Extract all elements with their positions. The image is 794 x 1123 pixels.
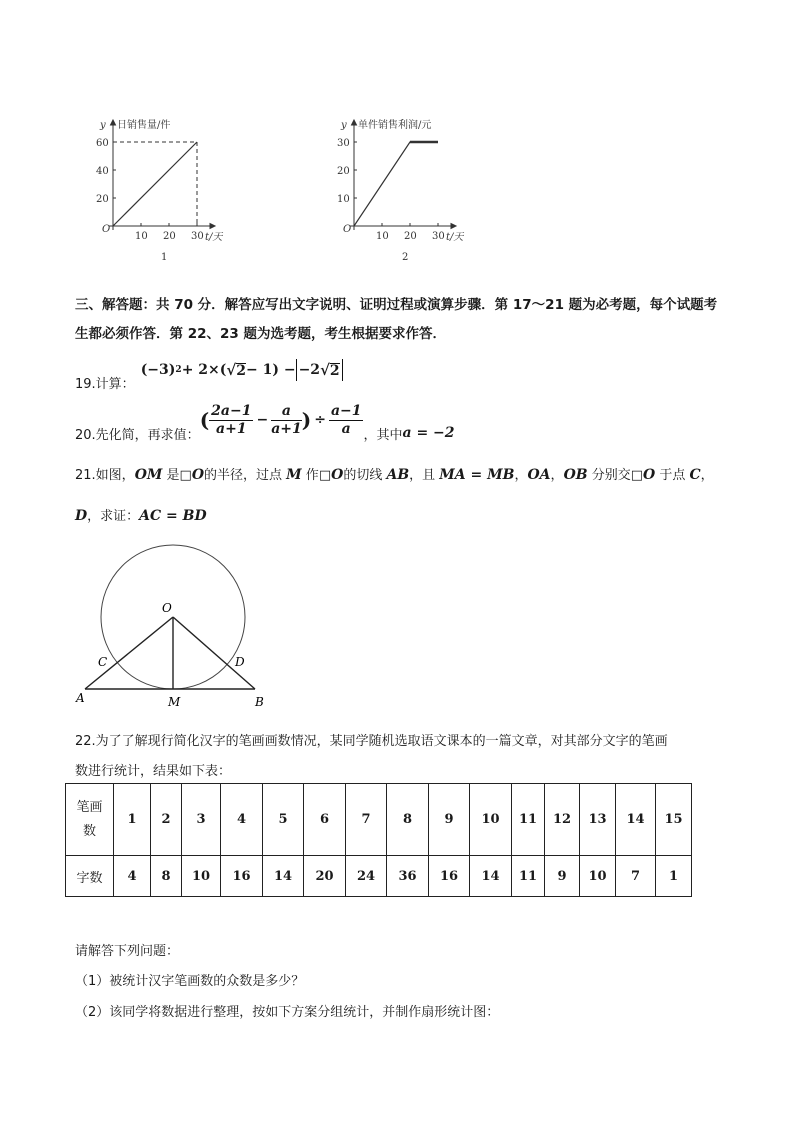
- count-cell: 16: [221, 856, 263, 897]
- label-d: D: [235, 655, 245, 669]
- count-cell: 1: [656, 856, 692, 897]
- y-tick-label: 60: [96, 138, 109, 149]
- y-axis-letter: y: [341, 120, 347, 131]
- x-axis-label: t/天: [446, 232, 464, 243]
- y-axis-arrow: [111, 120, 116, 125]
- x-axis-arrow: [451, 224, 456, 229]
- stroke-cell: 8: [387, 784, 429, 856]
- label-a: A: [76, 691, 85, 705]
- fraction-1: $\frac{2a-1}{a+1}$: [211, 402, 252, 437]
- question-22-line1: 22.为了了解现行简化汉字的笔画画数情况，某同学随机选取语文课本的一篇文章，对其部分文字的笔画: [75, 734, 668, 749]
- sqrt-2: √ 2: [226, 361, 246, 379]
- stroke-cell: 3: [182, 784, 221, 856]
- origin-label: O: [102, 224, 111, 235]
- table-row-counts: [66, 856, 692, 897]
- y-tick-label: 30: [337, 138, 350, 149]
- header-counts: 字数: [66, 856, 114, 897]
- count-cell: 4: [114, 856, 151, 897]
- y-tick-label: 40: [96, 166, 109, 177]
- label-o: O: [162, 601, 172, 615]
- stroke-cell: 1: [114, 784, 151, 856]
- origin-label: O: [343, 224, 352, 235]
- section3-line1: 三、解答题：共 70 分．解答应写出文字说明、证明过程或演算步骤．第 17～21 题为必考题，每个试题考: [75, 297, 718, 313]
- x-axis-arrow: [210, 224, 215, 229]
- x-tick-label: 20: [163, 231, 176, 242]
- x-tick-label: 20: [404, 231, 417, 242]
- series-line: [354, 142, 438, 226]
- stroke-cell: 10: [470, 784, 512, 856]
- label-m: M: [168, 695, 181, 709]
- stroke-cell: 2: [151, 784, 182, 856]
- question-21-line2: D，求证：AC = BD: [75, 508, 207, 524]
- count-cell: 14: [470, 856, 512, 897]
- count-cell: 10: [182, 856, 221, 897]
- q22-sub2: （2）该同学将数据进行整理，按如下方案分组统计，并制作扇形统计图：: [75, 1005, 500, 1020]
- x-tick-label: 10: [135, 231, 148, 242]
- count-cell: 14: [263, 856, 304, 897]
- label-b: B: [255, 695, 264, 709]
- x-axis-label: t/天: [205, 232, 223, 243]
- y-axis-label: 日销售量/件: [117, 120, 171, 131]
- q19-expression: (−3) 2 + 2×( √ 2 − 1) − −2 √ 2: [141, 359, 343, 381]
- fraction-2: $\frac{a}{a+1}$: [271, 402, 302, 437]
- q22-sub1: （1）被统计汉字笔画数的众数是多少？: [75, 974, 305, 989]
- q19-label: 19.计算：: [75, 376, 135, 392]
- question-22-line2: 数进行统计，结果如下表：: [75, 764, 232, 779]
- stroke-cell: 14: [616, 784, 656, 856]
- unit-profit-chart: [330, 108, 480, 268]
- count-cell: 24: [346, 856, 387, 897]
- count-cell: 11: [512, 856, 545, 897]
- stroke-cell: 9: [429, 784, 470, 856]
- stroke-cell: 11: [512, 784, 545, 856]
- table-row-strokes: [66, 784, 692, 856]
- stroke-cell: 13: [580, 784, 616, 856]
- chart-caption: 1: [161, 252, 168, 263]
- header-strokes: 笔画 数: [66, 784, 114, 856]
- y-tick-label: 10: [337, 194, 350, 205]
- y-tick-label: 20: [96, 194, 109, 205]
- segment-ob: [173, 617, 255, 689]
- count-cell: 9: [545, 856, 580, 897]
- count-cell: 16: [429, 856, 470, 897]
- count-cell: 20: [304, 856, 346, 897]
- stroke-cell: 4: [221, 784, 263, 856]
- x-tick-label: 30: [432, 231, 445, 242]
- y-axis-letter: y: [100, 120, 106, 131]
- count-cell: 8: [151, 856, 182, 897]
- x-tick-label: 30: [191, 231, 204, 242]
- stroke-count-table: [65, 783, 692, 897]
- section3-line2: 生都必须作答．第 22、23 题为选考题，考生根据要求作答．: [75, 326, 446, 342]
- count-cell: 10: [580, 856, 616, 897]
- stroke-cell: 12: [545, 784, 580, 856]
- question-20: 20.先化简，再求值： ( $\frac{2a-1}{a+1}$ − $\frac{a}{a+1}$ ) ÷ $\frac{a-1}{a}$ ，其中 a = −2: [75, 402, 455, 443]
- count-cell: 36: [387, 856, 429, 897]
- label-c: C: [98, 655, 108, 669]
- stroke-cell: 15: [656, 784, 692, 856]
- stroke-cell: 5: [263, 784, 304, 856]
- stroke-cell: 6: [304, 784, 346, 856]
- q20-expression: ( $\frac{2a-1}{a+1}$ − $\frac{a}{a+1}$ ) ÷ $\frac{a-1}{a}$: [199, 402, 362, 437]
- x-tick-label: 10: [376, 231, 389, 242]
- fraction-3: $\frac{a-1}{a}$: [330, 402, 362, 437]
- y-axis-arrow: [352, 120, 357, 125]
- stroke-cell: 7: [346, 784, 387, 856]
- absolute-value: −2 √ 2: [296, 359, 343, 381]
- segment-oa: [85, 617, 173, 689]
- sales-volume-chart: [90, 108, 230, 268]
- y-tick-label: 20: [337, 166, 350, 177]
- question-21-line1: 21.如图，OM 是□O的半径，过点 M 作□O的切线 AB，且 MA = MB，OA，OB 分别交□O 于点 C，: [75, 467, 714, 483]
- count-cell: 7: [616, 856, 656, 897]
- series-line: [113, 142, 197, 226]
- circle-tangent-figure: [70, 540, 270, 715]
- chart-caption: 2: [402, 252, 409, 263]
- question-19: [75, 358, 343, 394]
- y-axis-label: 单件销售利润/元: [358, 120, 432, 131]
- q22-prompt: 请解答下列问题：: [75, 944, 180, 959]
